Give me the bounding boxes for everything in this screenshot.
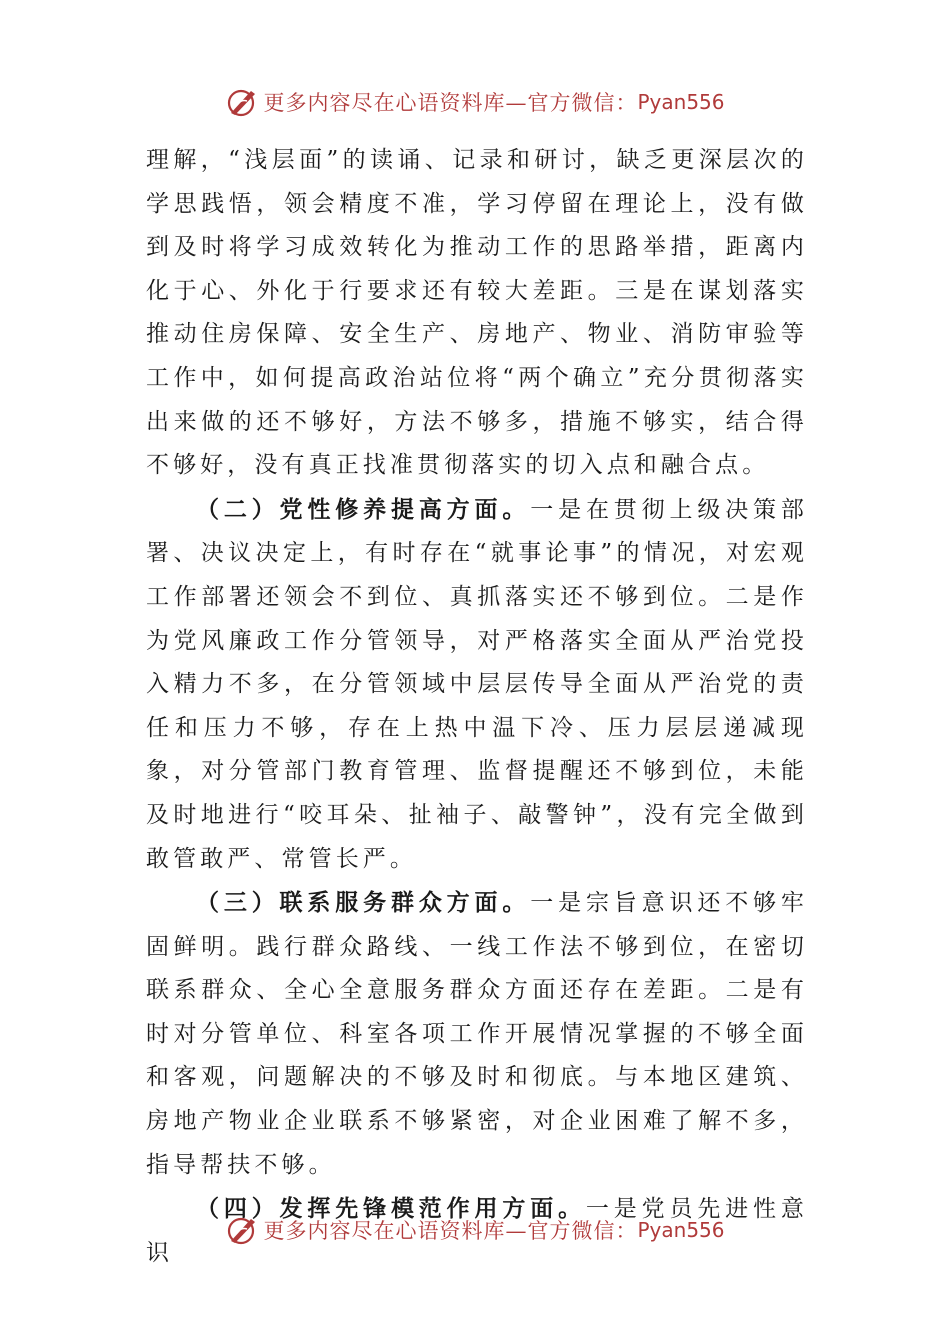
watermark-text: 更多内容尽在心语资料库—官方微信： — [263, 91, 638, 115]
watermark-wechat: Pyan556 — [637, 90, 725, 114]
paragraph-3-heading: （三）联系服务群众方面。 — [196, 889, 531, 917]
pen-logo-icon — [225, 1213, 259, 1247]
header-watermark — [0, 82, 950, 122]
paragraph-3-text: 一是宗旨意识还不够牢固鲜明。践行群众路线、一线工作法不够到位，在密切联系群众、全心全意服务群众方面还存在差距。二是有时对分管单位、科室各项工作开展情况掌握的不够全面和客观，问题解决的不够及时和彻底。与本地区建筑、房地产物业企业联系不够紧密，对企业困难了解不多，指导帮扶不够。 — [146, 890, 809, 1178]
paragraph-2-text: 一是在贯彻上级决策部署、决议决定上，有时存在“就事论事”的情况，对宏观工作部署还领会不到位、真抓落实还不够到位。二是作为党风廉政工作分管领导，对严格落实全面从严治党投入精力不多，在分管领域中层层传导全面从严治党的责任和压力不够，存在上热中温下冷、压力层层递减现象，对分管部门教育管理、监督提醒还不够到位，未能及时地进行“咬耳朵、扯袖子、敲警钟”，没有完全做到敢管敢严、常管长严。 — [146, 496, 809, 872]
pen-logo-icon — [225, 85, 259, 119]
paragraph-2 — [146, 488, 808, 881]
paragraph-4-heading: （四）发挥先锋模范作用方面。 — [196, 1195, 586, 1223]
watermark-wechat: Pyan556 — [637, 1218, 725, 1242]
paragraph-4-text: 一是党员先进性意识 — [146, 1196, 808, 1266]
paragraph-2-heading: （二）党性修养提高方面。 — [196, 495, 531, 523]
paragraph-3 — [146, 881, 808, 1187]
paragraph-1 — [146, 138, 808, 488]
document-body — [146, 138, 808, 1275]
footer-watermark — [0, 1210, 950, 1250]
watermark-text: 更多内容尽在心语资料库—官方微信： — [263, 1219, 638, 1243]
paragraph-1-text: 理解，“浅层面”的读诵、记录和研讨，缺乏更深层次的学思践悟，领会精度不准，学习停留在理论上，没有做到及时将学习成效转化为推动工作的思路举措，距离内化于心、外化于行要求还有较大差距。三是在谋划落实推动住房保障、安全生产、房地产、物业、消防审验等工作中，如何提高政治站位将“两个确立”充分贯彻落实出来做的还不够好，方法不够多，措施不够实，结合得不够好，没有真正找准贯彻落实的切入点和融合点。 — [146, 147, 808, 479]
